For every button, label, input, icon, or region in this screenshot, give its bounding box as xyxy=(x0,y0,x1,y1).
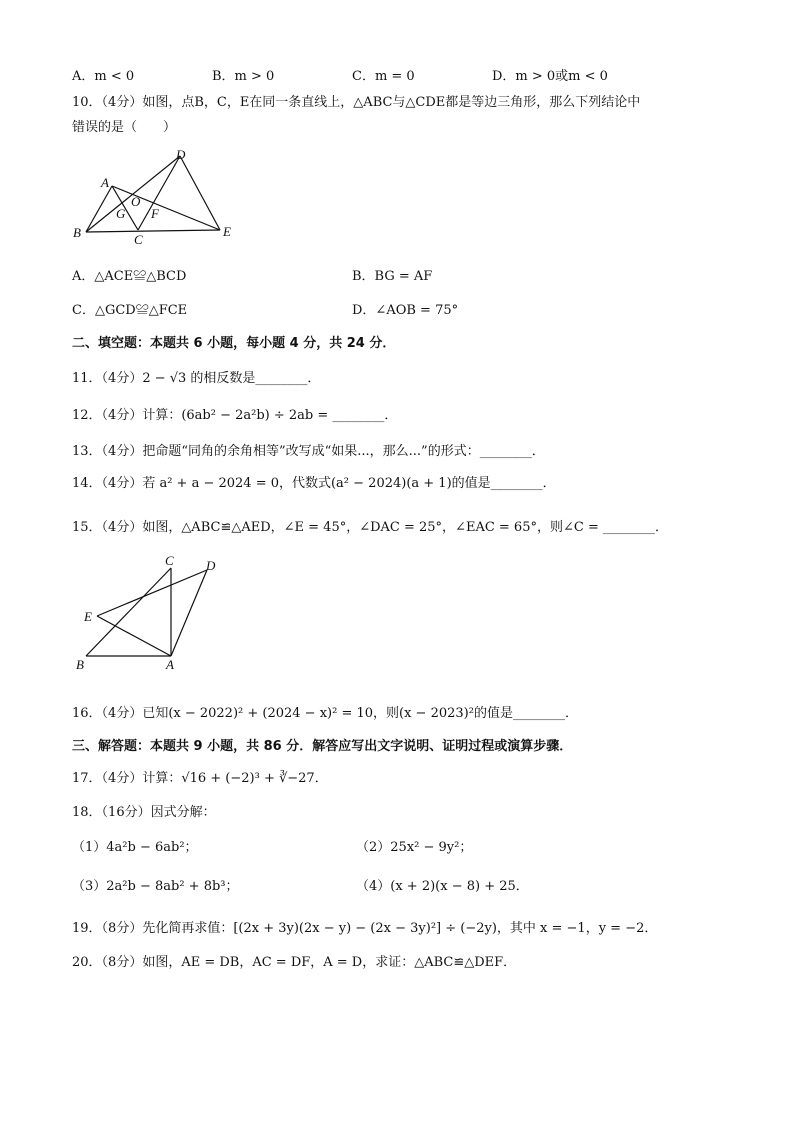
question-12: 12．（4分）计算：(6ab² − 2a²b) ÷ 2ab = ________． xyxy=(72,408,398,423)
q10-label-b: B xyxy=(73,225,81,240)
q15-label-d: D xyxy=(206,558,216,573)
q10-option-c: C．△GCD≌△FCE xyxy=(72,303,188,318)
q10-stem-line2: 错误的是（ ） xyxy=(72,120,177,135)
question-18-stem: 18．（16分）因式分解： xyxy=(72,805,216,820)
q10-label-a: A xyxy=(101,175,109,190)
section3-title: 三、解答题：本题共 9 小题，共 86 分．解答应写出文字说明、证明过程或演算步骤． xyxy=(72,739,573,754)
q10-label-c: C xyxy=(134,232,143,247)
q9-option-a: A．m < 0 xyxy=(72,69,135,84)
q10-label-g: G xyxy=(116,206,126,221)
question-14: 14．（4分）若 a² + a − 2024 = 0，代数式(a² − 2024)(a + 1)的值是________． xyxy=(72,476,556,491)
question-19: 19．（8分）先化简再求值：[(2x + 3y)(2x − y) − (2x − 3y)²] ÷ (−2y)，其中 x = −1，y = −2． xyxy=(72,921,658,936)
q10-label-d: D xyxy=(176,148,186,162)
q18-part-1: （1）4a²b − 6ab²； xyxy=(72,840,198,855)
q10-figure xyxy=(68,148,243,248)
q18-part-3: （3）2a²b − 8ab² + 8b³； xyxy=(72,879,239,894)
q9-option-c: C．m = 0 xyxy=(352,69,415,84)
q10-option-b: B．BG = AF xyxy=(352,269,433,284)
q15-label-e: E xyxy=(84,609,92,624)
q9-option-d: D．m > 0或m < 0 xyxy=(492,69,608,84)
q15-label-b: B xyxy=(76,657,84,672)
q9-option-b: B．m > 0 xyxy=(212,69,275,84)
question-15: 15．（4分）如图，△ABC≌△AED，∠E = 45°，∠DAC = 25°，∠EAC = 65°，则∠C = ________． xyxy=(72,520,668,535)
q10-stem-line1: 10．（4分）如图，点B，C，E在同一条直线上，△ABC与△CDE都是等边三角形，那么下列结论中 xyxy=(72,95,641,110)
q15-label-c: C xyxy=(165,553,174,568)
question-17: 17．（4分）计算：√16 + (−2)³ + ∛−27． xyxy=(72,771,328,786)
q10-option-d: D．∠AOB = 75° xyxy=(352,303,459,318)
q18-part-2: （2）25x² − 9y²； xyxy=(356,840,473,855)
q15-label-a: A xyxy=(166,657,174,672)
q10-option-a: A．△ACE≌△BCD xyxy=(72,269,187,284)
q10-label-e: E xyxy=(223,224,231,239)
q10-label-o: O xyxy=(131,194,141,209)
question-11: 11．（4分）2 − √3 的相反数是________． xyxy=(72,371,321,386)
question-13: 13．（4分）把命题“同角的余角相等”改写成“如果...，那么...”的形式：________． xyxy=(72,444,545,459)
q10-label-f: F xyxy=(151,206,159,221)
q15-figure xyxy=(74,553,234,673)
question-16: 16．（4分）已知(x − 2022)² + (2024 − x)² = 10，则(x − 2023)²的值是________． xyxy=(72,706,578,721)
question-20: 20．（8分）如图，AE = DB，AC = DF，A = D，求证：△ABC≌△DEF． xyxy=(72,955,517,970)
section2-title: 二、填空题：本题共 6 小题，每小题 4 分，共 24 分． xyxy=(72,336,396,351)
q18-part-4: （4）(x + 2)(x − 8) + 25． xyxy=(356,879,529,894)
